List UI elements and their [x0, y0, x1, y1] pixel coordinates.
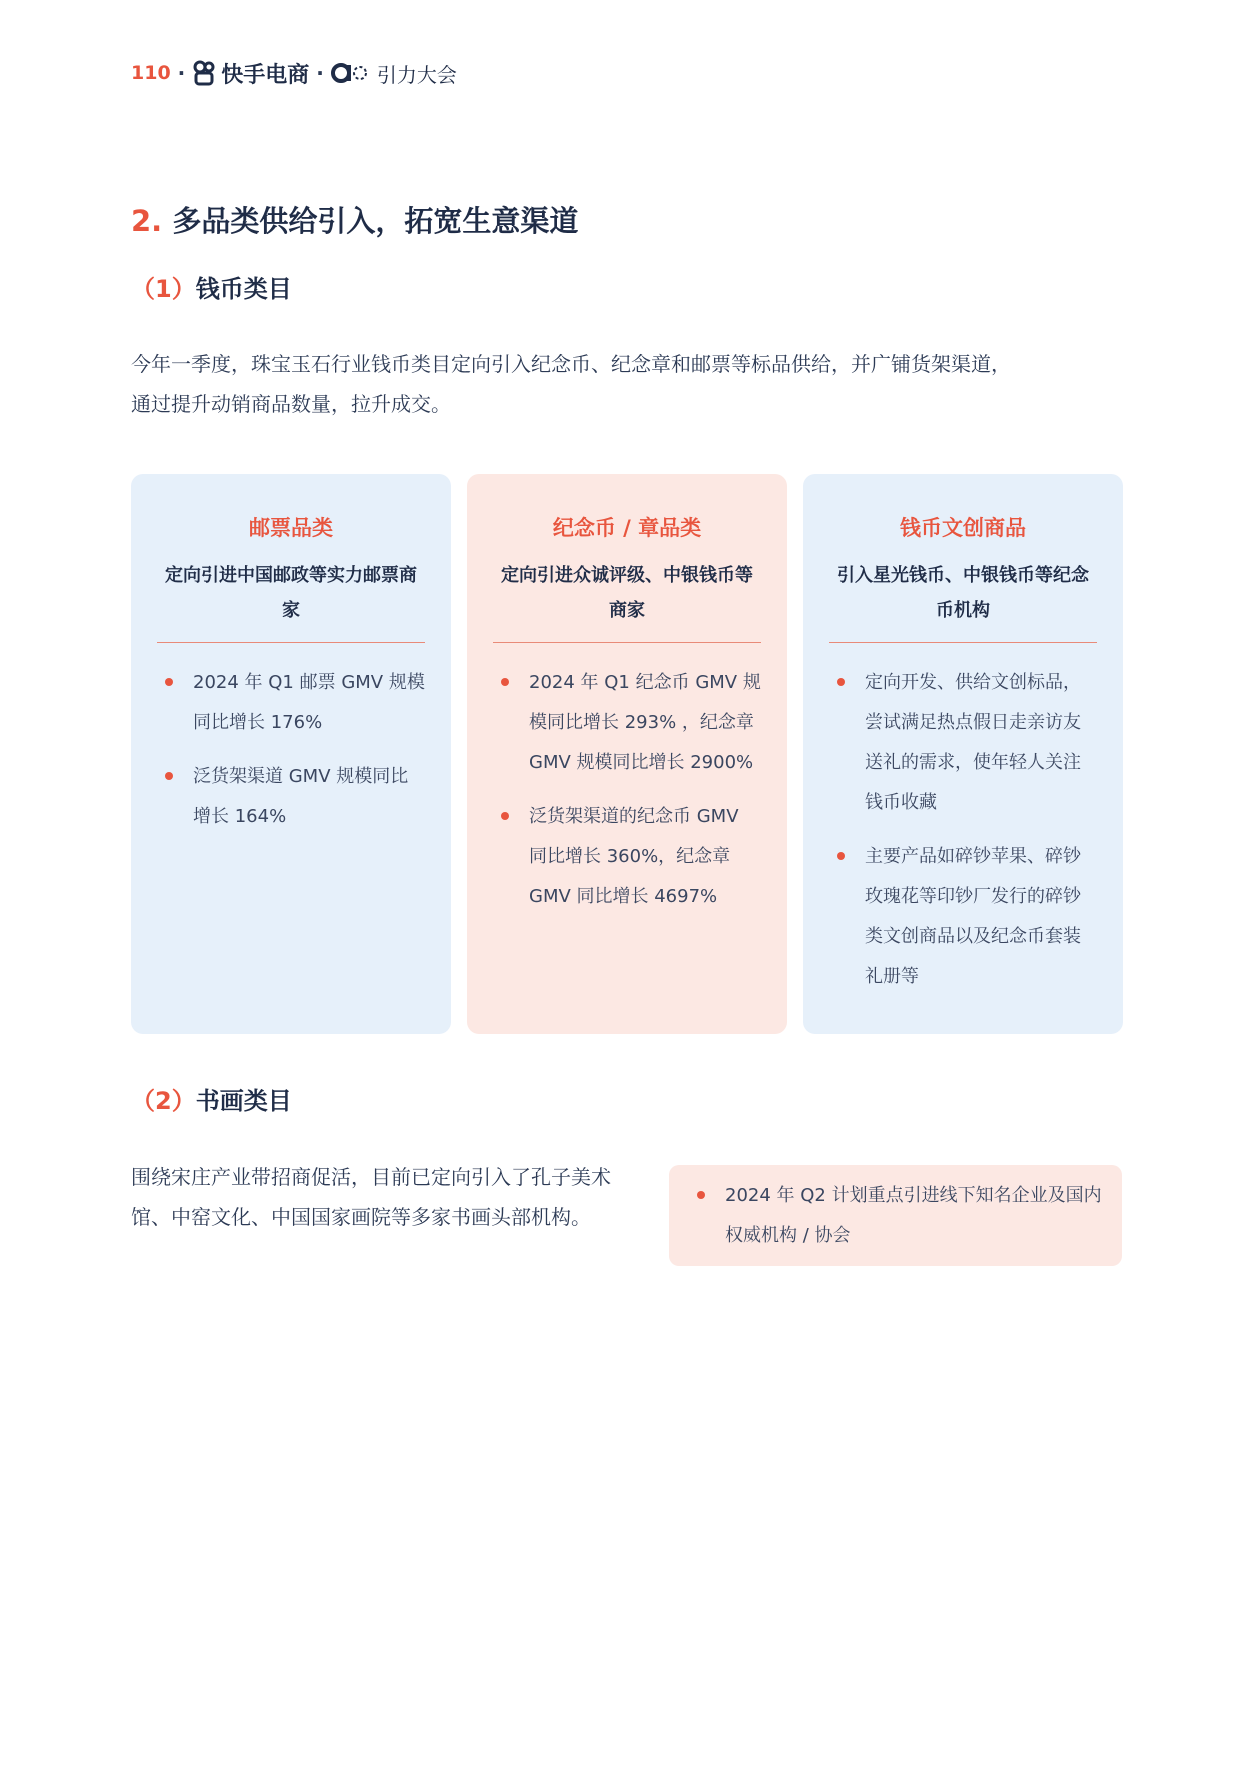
card-bullet-list	[493, 663, 761, 917]
painting-heading-number: （2）	[131, 1087, 196, 1115]
note-bullet-list	[689, 1176, 1102, 1256]
bullet-text: 2024 年 Q1 邮票 GMV 规模同比增长 176%	[193, 672, 425, 733]
bullet-text: 主要产品如碎钞苹果、碎钞玫瑰花等印钞厂发行的碎钞类文创商品以及纪念币套装礼册等	[865, 846, 1081, 987]
card-title: 钱币文创商品	[900, 516, 1026, 540]
list-item	[157, 663, 425, 743]
bullet-dot-icon	[837, 678, 845, 686]
card-subtitle: 定向引进中国邮政等实力邮票商家	[165, 565, 417, 621]
list-item	[829, 663, 1097, 823]
card-divider	[829, 642, 1097, 643]
bullet-dot-icon	[501, 812, 509, 820]
bullet-dot-icon	[837, 852, 845, 860]
painting-heading	[131, 1081, 292, 1116]
yinli-logo-icon	[331, 61, 371, 85]
bullet-text: 定向开发、供给文创标品，尝试满足热点假日走亲访友送礼的需求，使年轻人关注钱币收藏	[865, 672, 1081, 813]
bullet-dot-icon	[165, 678, 173, 686]
painting-plan-note	[669, 1165, 1122, 1266]
painting-heading-text: 书画类目	[195, 1087, 292, 1115]
page-number: 110	[131, 62, 171, 84]
card-stamps	[131, 474, 451, 1034]
currency-heading-text: 钱币类目	[195, 275, 292, 303]
kuaishou-brand-text: 快手电商	[221, 62, 310, 88]
bullet-dot-icon	[501, 678, 509, 686]
card-title: 纪念币 / 章品类	[552, 516, 702, 540]
list-item	[829, 837, 1097, 997]
list-item	[493, 663, 761, 783]
section-title-text: 多品类供给引入，拓宽生意渠道	[172, 204, 579, 238]
header-separator-2: ·	[316, 61, 324, 85]
card-bullet-list	[157, 663, 425, 837]
currency-intro-line2: 通过提升动销商品数量，拉升成交。	[131, 392, 451, 416]
currency-heading-number: （1）	[131, 275, 196, 303]
section-title	[131, 199, 578, 240]
currency-intro	[131, 344, 1131, 424]
card-title: 邮票品类	[249, 516, 333, 540]
page-header	[131, 56, 457, 90]
bullet-text: 2024 年 Q2 计划重点引进线下知名企业及国内权威机构 / 协会	[725, 1185, 1102, 1246]
currency-intro-line1: 今年一季度，珠宝玉石行业钱币类目定向引入纪念币、纪念章和邮票等标品供给，并广铺货架渠道，	[131, 352, 1011, 376]
list-item	[493, 797, 761, 917]
card-divider	[157, 642, 425, 643]
card-subtitle: 引入星光钱币、中银钱币等纪念币机构	[837, 565, 1089, 621]
kuaishou-logo	[192, 58, 309, 89]
bullet-text: 泛货架渠道的纪念币 GMV 同比增长 360%，纪念章 GMV 同比增长 4697%	[529, 806, 739, 907]
card-divider	[493, 642, 761, 643]
card-currency-creative	[803, 474, 1123, 1034]
bullet-dot-icon	[165, 772, 173, 780]
list-item	[689, 1176, 1102, 1256]
card-bullet-list	[829, 663, 1097, 997]
header-separator: ·	[177, 61, 186, 85]
painting-intro: 围绕宋庄产业带招商促活，目前已定向引入了孔子美术馆、中窑文化、中国国家画院等多家书画头部机构。	[131, 1165, 611, 1229]
bullet-dot-icon	[697, 1191, 705, 1199]
card-subtitle: 定向引进众诚评级、中银钱币等商家	[501, 565, 753, 621]
kuaishou-logo-icon	[192, 60, 216, 86]
bullet-text: 泛货架渠道 GMV 规模同比增长 164%	[193, 766, 409, 827]
yinli-brand-text: 引力大会	[376, 62, 457, 87]
section-number: 2.	[131, 204, 163, 238]
bullet-text: 2024 年 Q1 纪念币 GMV 规模同比增长 293% ，纪念章 GMV 规模同比增长 2900%	[529, 672, 761, 773]
list-item	[157, 757, 425, 837]
currency-heading	[131, 269, 292, 304]
yinli-logo	[331, 59, 457, 88]
card-coins-medals	[467, 474, 787, 1034]
